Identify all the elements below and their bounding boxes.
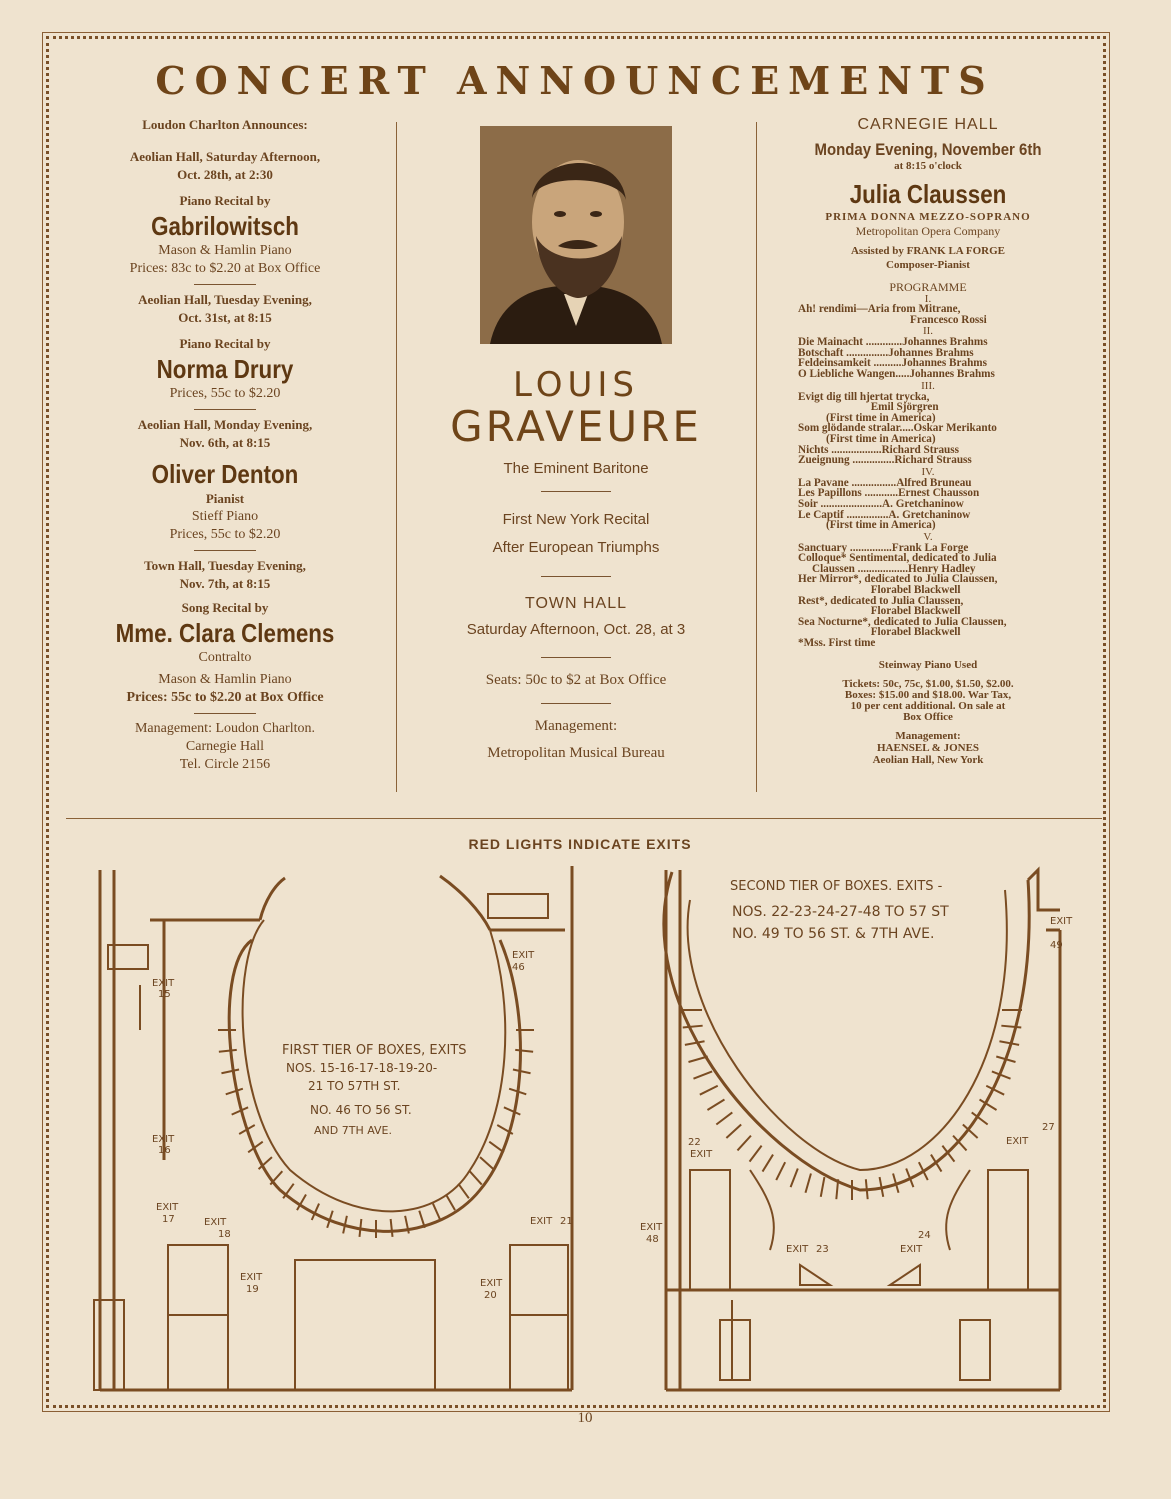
separator xyxy=(541,491,611,492)
box-marker xyxy=(866,1179,868,1199)
box-marker xyxy=(470,1171,482,1184)
box-marker xyxy=(688,1057,707,1062)
second-tier-label-2: NOS. 22-23-24-27-48 TO 57 ST xyxy=(732,904,949,920)
box-marker xyxy=(750,1146,762,1162)
exit-22: 22 xyxy=(688,1137,701,1148)
second-tier-box-markers xyxy=(682,1010,1022,1200)
separator xyxy=(541,703,611,704)
exit-49: 49 xyxy=(1050,940,1063,951)
box-marker xyxy=(737,1136,750,1151)
box-marker xyxy=(791,1169,798,1188)
box-marker xyxy=(716,1112,732,1124)
exit-word: EXIT xyxy=(786,1244,809,1255)
exit-word: EXIT xyxy=(152,978,175,989)
event4-date: Nov. 7th, at 8:15 xyxy=(179,576,271,591)
programme-item: Florabel Blackwell xyxy=(798,626,961,639)
center-venue: TOWN HALL xyxy=(524,595,628,612)
right-management: HAENSEL & JONES xyxy=(876,741,980,754)
programme-part1: I. xyxy=(924,293,932,305)
programme-item: Rest*, dedicated to Julia Claussen, xyxy=(798,594,964,607)
event1-kind: Piano Recital by xyxy=(179,193,271,208)
box-marker xyxy=(489,1142,504,1153)
exit-19: 19 xyxy=(246,1284,259,1295)
tickets-line1: Tickets: 50c, 75c, $1.00, $1.50, $2.00. xyxy=(842,677,1014,690)
loudon-charlton-column xyxy=(60,116,390,774)
programme-item: Le Captif ...............A. Gretchaninow xyxy=(798,508,971,521)
first-tier-label-1: FIRST TIER OF BOXES, EXITS xyxy=(282,1043,467,1058)
exit-48: 48 xyxy=(646,1234,659,1245)
exit-word: EXIT xyxy=(480,1278,503,1289)
box-marker xyxy=(685,1041,705,1045)
event4-venue: Town Hall, Tuesday Evening, xyxy=(144,558,306,573)
programme-part2: II. xyxy=(922,325,934,338)
programme-item: Feldeinsamkeit ..........Johannes Brahms xyxy=(798,357,987,370)
programme-item: Her Mirror*, dedicated to Julia Claussen, xyxy=(798,573,998,586)
exit-word: EXIT xyxy=(640,1222,663,1233)
programme-item: Botschaft ...............Johannes Brahms xyxy=(798,346,974,359)
programme-item: Evigt dig till hjertat trycka, xyxy=(798,390,930,403)
exit-15: 15 xyxy=(158,989,171,1000)
programme-item: Les Papillons ............Ernest Chausson xyxy=(798,487,980,500)
event2-kind: Piano Recital by xyxy=(179,336,271,351)
second-tier-label-3: NO. 49 TO 56 ST. & 7TH AVE. xyxy=(732,926,935,942)
box-marker xyxy=(226,1089,243,1095)
box-marker xyxy=(707,1099,724,1110)
recital-line2: After European Triumphs xyxy=(492,539,660,556)
box-marker xyxy=(805,1174,810,1193)
page-title: CONCERT ANNOUNCEMENTS xyxy=(155,58,995,103)
exit-word: EXIT xyxy=(900,1244,923,1255)
event3-role: Pianist xyxy=(205,491,245,506)
programme-item: Sanctuary ...............Frank La Forge xyxy=(798,541,969,554)
exit-word: EXIT xyxy=(240,1272,263,1283)
plans-caption: RED LIGHTS INDICATE EXITS xyxy=(468,836,692,852)
column-divider-right xyxy=(756,122,757,792)
event3-venue: Aeolian Hall, Monday Evening, xyxy=(137,417,313,432)
box-marker xyxy=(683,1026,703,1028)
programme-item: Som glödande stralar.....Oskar Merikanto xyxy=(798,422,997,435)
separator xyxy=(194,713,256,714)
right-assist: Assisted by FRANK LA FORGE xyxy=(850,245,1006,257)
exit-17: 17 xyxy=(162,1214,175,1225)
programme-part2-list xyxy=(760,337,1096,379)
column-divider-left xyxy=(396,122,397,792)
programme-item: Emil Sjörgren xyxy=(798,401,939,414)
programme-part5: V. xyxy=(923,530,933,543)
exit-word: EXIT xyxy=(530,1216,553,1227)
page-number: 10 xyxy=(577,1410,593,1426)
artist-first-name: LOUIS xyxy=(513,365,639,405)
right-date: Monday Evening, November 6th xyxy=(814,140,1042,159)
first-tier-label-5: AND 7TH AVE. xyxy=(314,1124,392,1137)
programme-part3: III. xyxy=(921,379,935,392)
exit-24: 24 xyxy=(918,1230,931,1241)
separator xyxy=(194,284,256,285)
first-tier-label-2: NOS. 15-16-17-18-19-20- xyxy=(286,1061,438,1075)
separator xyxy=(541,576,611,577)
programme-item: Francesco Rossi xyxy=(910,313,987,326)
programme-item: (First time in America) xyxy=(798,432,936,445)
box-marker xyxy=(931,1155,942,1172)
exit-18: 18 xyxy=(218,1229,231,1240)
programme-item: Colloque* Sentimental, dedicated to Julia xyxy=(798,552,997,565)
separator xyxy=(541,657,611,658)
event1-prices: Prices: 83c to $2.20 at Box Office xyxy=(129,261,321,276)
exit-word: EXIT xyxy=(204,1217,227,1228)
right-role: PRIMA DONNA MEZZO-SOPRANO xyxy=(825,211,1031,223)
programme-item: Ah! rendimi—Aria from Mitrane, xyxy=(798,303,961,315)
box-marker xyxy=(515,1050,533,1052)
portrait-image xyxy=(480,126,672,344)
exit-23: 23 xyxy=(816,1244,829,1255)
programme-item: La Pavane ................Alfred Bruneau xyxy=(798,476,972,489)
right-assist-role: Composer-Pianist xyxy=(886,259,970,271)
event3-date: Nov. 6th, at 8:15 xyxy=(179,435,271,450)
separator xyxy=(194,409,256,410)
tickets-line3: 10 per cent additional. On sale at xyxy=(850,699,1006,712)
second-tier-plan xyxy=(664,870,1060,1390)
event2-date: Oct. 31st, at 8:15 xyxy=(178,310,272,325)
event4-kind: Song Recital by xyxy=(181,600,269,615)
programme-item: *Mss. First time xyxy=(798,637,876,650)
exit-16: 16 xyxy=(158,1145,171,1156)
programme-item: Florabel Blackwell xyxy=(798,584,961,597)
box-marker xyxy=(693,1071,712,1078)
right-piano: Steinway Piano Used xyxy=(878,658,978,671)
announces-heading: Loudon Charlton Announces: xyxy=(142,117,308,132)
event1-piano: Mason & Hamlin Piano xyxy=(158,243,292,258)
event2-prices: Prices, 55c to $2.20 xyxy=(169,386,281,401)
right-hall: CARNEGIE HALL xyxy=(857,116,999,133)
section-divider xyxy=(66,818,1102,819)
tickets-line4: Box Office xyxy=(903,710,953,723)
second-tier-label-1: SECOND TIER OF BOXES. EXITS - xyxy=(730,879,943,894)
management-line3: Tel. Circle 2156 xyxy=(179,757,271,772)
management-line1: Management: Loudon Charlton. xyxy=(134,721,316,736)
programme-item: Die Mainacht .............Johannes Brahms xyxy=(798,336,988,349)
exit-word: EXIT xyxy=(1050,916,1073,927)
box-marker xyxy=(270,1171,282,1184)
claussen-column xyxy=(760,116,1096,766)
box-marker xyxy=(513,1070,531,1074)
event1-date: Oct. 28th, at 2:30 xyxy=(177,167,273,182)
exit-21: 21 xyxy=(560,1216,573,1227)
artist-subtitle: The Eminent Baritone xyxy=(503,460,649,477)
event4-piano: Mason & Hamlin Piano xyxy=(158,672,292,687)
exit-27: 27 xyxy=(1042,1122,1055,1133)
right-artist: Julia Claussen xyxy=(849,179,1007,209)
right-company: Metropolitan Opera Company xyxy=(855,224,1001,238)
box-marker xyxy=(776,1162,785,1180)
event2-artist: Norma Drury xyxy=(156,354,294,384)
box-marker xyxy=(391,1219,393,1237)
exit-word: EXIT xyxy=(512,950,535,961)
management-line2: Carnegie Hall xyxy=(185,739,265,754)
programme-item: Zueignung ...............Richard Strauss xyxy=(798,454,972,467)
exit-word: EXIT xyxy=(1006,1136,1029,1147)
box-marker xyxy=(480,1157,493,1169)
tickets-line2: Boxes: $15.00 and $18.00. War Tax, xyxy=(844,688,1012,701)
artist-last-name: GRAVEURE xyxy=(450,402,702,451)
event4-prices: Prices: 55c to $2.20 at Box Office xyxy=(126,690,324,705)
programme-item: Florabel Blackwell xyxy=(798,605,961,618)
portrait-photo xyxy=(480,126,672,344)
center-seats: Seats: 50c to $2 at Box Office xyxy=(485,672,667,688)
exit-word: EXIT xyxy=(690,1149,713,1160)
exit-46: 46 xyxy=(512,962,525,973)
box-marker xyxy=(504,1107,520,1114)
programme-heading: PROGRAMME xyxy=(889,280,967,294)
center-date: Saturday Afternoon, Oct. 28, at 3 xyxy=(466,621,686,638)
recital-line1: First New York Recital xyxy=(502,511,650,528)
programme-item: Claussen ..................Henry Hadley xyxy=(798,562,976,575)
center-management: Metropolitan Musical Bureau xyxy=(487,745,665,761)
box-marker xyxy=(221,1070,239,1074)
box-marker xyxy=(763,1155,774,1172)
event3-piano: Stieff Piano xyxy=(191,509,259,524)
exit-word: EXIT xyxy=(156,1202,179,1213)
exit-word: EXIT xyxy=(152,1134,175,1145)
programme-item: (First time in America) xyxy=(798,411,936,424)
box-marker xyxy=(821,1177,825,1197)
right-time: at 8:15 o'clock xyxy=(894,160,962,172)
programme-part3-list xyxy=(760,392,1096,466)
exit-20: 20 xyxy=(484,1290,497,1301)
box-marker xyxy=(1001,1026,1021,1028)
first-tier-label-3: 21 TO 57TH ST. xyxy=(308,1079,401,1093)
right-management-address: Aeolian Hall, New York xyxy=(872,753,984,766)
event2-venue: Aeolian Hall, Tuesday Evening, xyxy=(138,292,312,307)
programme-part4: IV. xyxy=(921,465,935,478)
programme-item: O Liebliche Wangen.....Johannes Brahms xyxy=(798,367,995,380)
box-marker xyxy=(433,1204,440,1220)
event4-artist: Mme. Clara Clemens xyxy=(115,618,335,648)
graveure-column xyxy=(400,116,752,762)
box-marker xyxy=(219,1050,237,1052)
event1-artist: Gabrilowitsch xyxy=(151,211,299,241)
seating-plans xyxy=(60,860,1100,1400)
first-tier-label-4: NO. 46 TO 56 ST. xyxy=(310,1103,412,1117)
programme-part5-list xyxy=(760,543,1096,649)
box-marker xyxy=(359,1219,361,1237)
event3-prices: Prices, 55c to $2.20 xyxy=(169,527,281,542)
programme-item: Nichts ..................Richard Strauss xyxy=(798,443,959,456)
separator xyxy=(194,550,256,551)
box-marker xyxy=(458,1184,469,1199)
programme-item: (First time in America) xyxy=(798,519,936,532)
programme-item: Sea Nocturne*, dedicated to Julia Claussen, xyxy=(798,615,1007,628)
box-marker xyxy=(446,1195,455,1211)
box-marker xyxy=(700,1086,718,1095)
programme-part4-list xyxy=(760,478,1096,531)
event4-role: Contralto xyxy=(198,650,252,665)
programme-item: Soir ......................A. Gretchaninow xyxy=(798,497,964,510)
center-management-label: Management: xyxy=(534,718,618,734)
event1-venue: Aeolian Hall, Saturday Afternoon, xyxy=(129,149,321,164)
box-marker xyxy=(726,1125,741,1138)
right-management-label: Management: xyxy=(895,729,961,742)
event3-artist: Oliver Denton xyxy=(151,459,299,489)
